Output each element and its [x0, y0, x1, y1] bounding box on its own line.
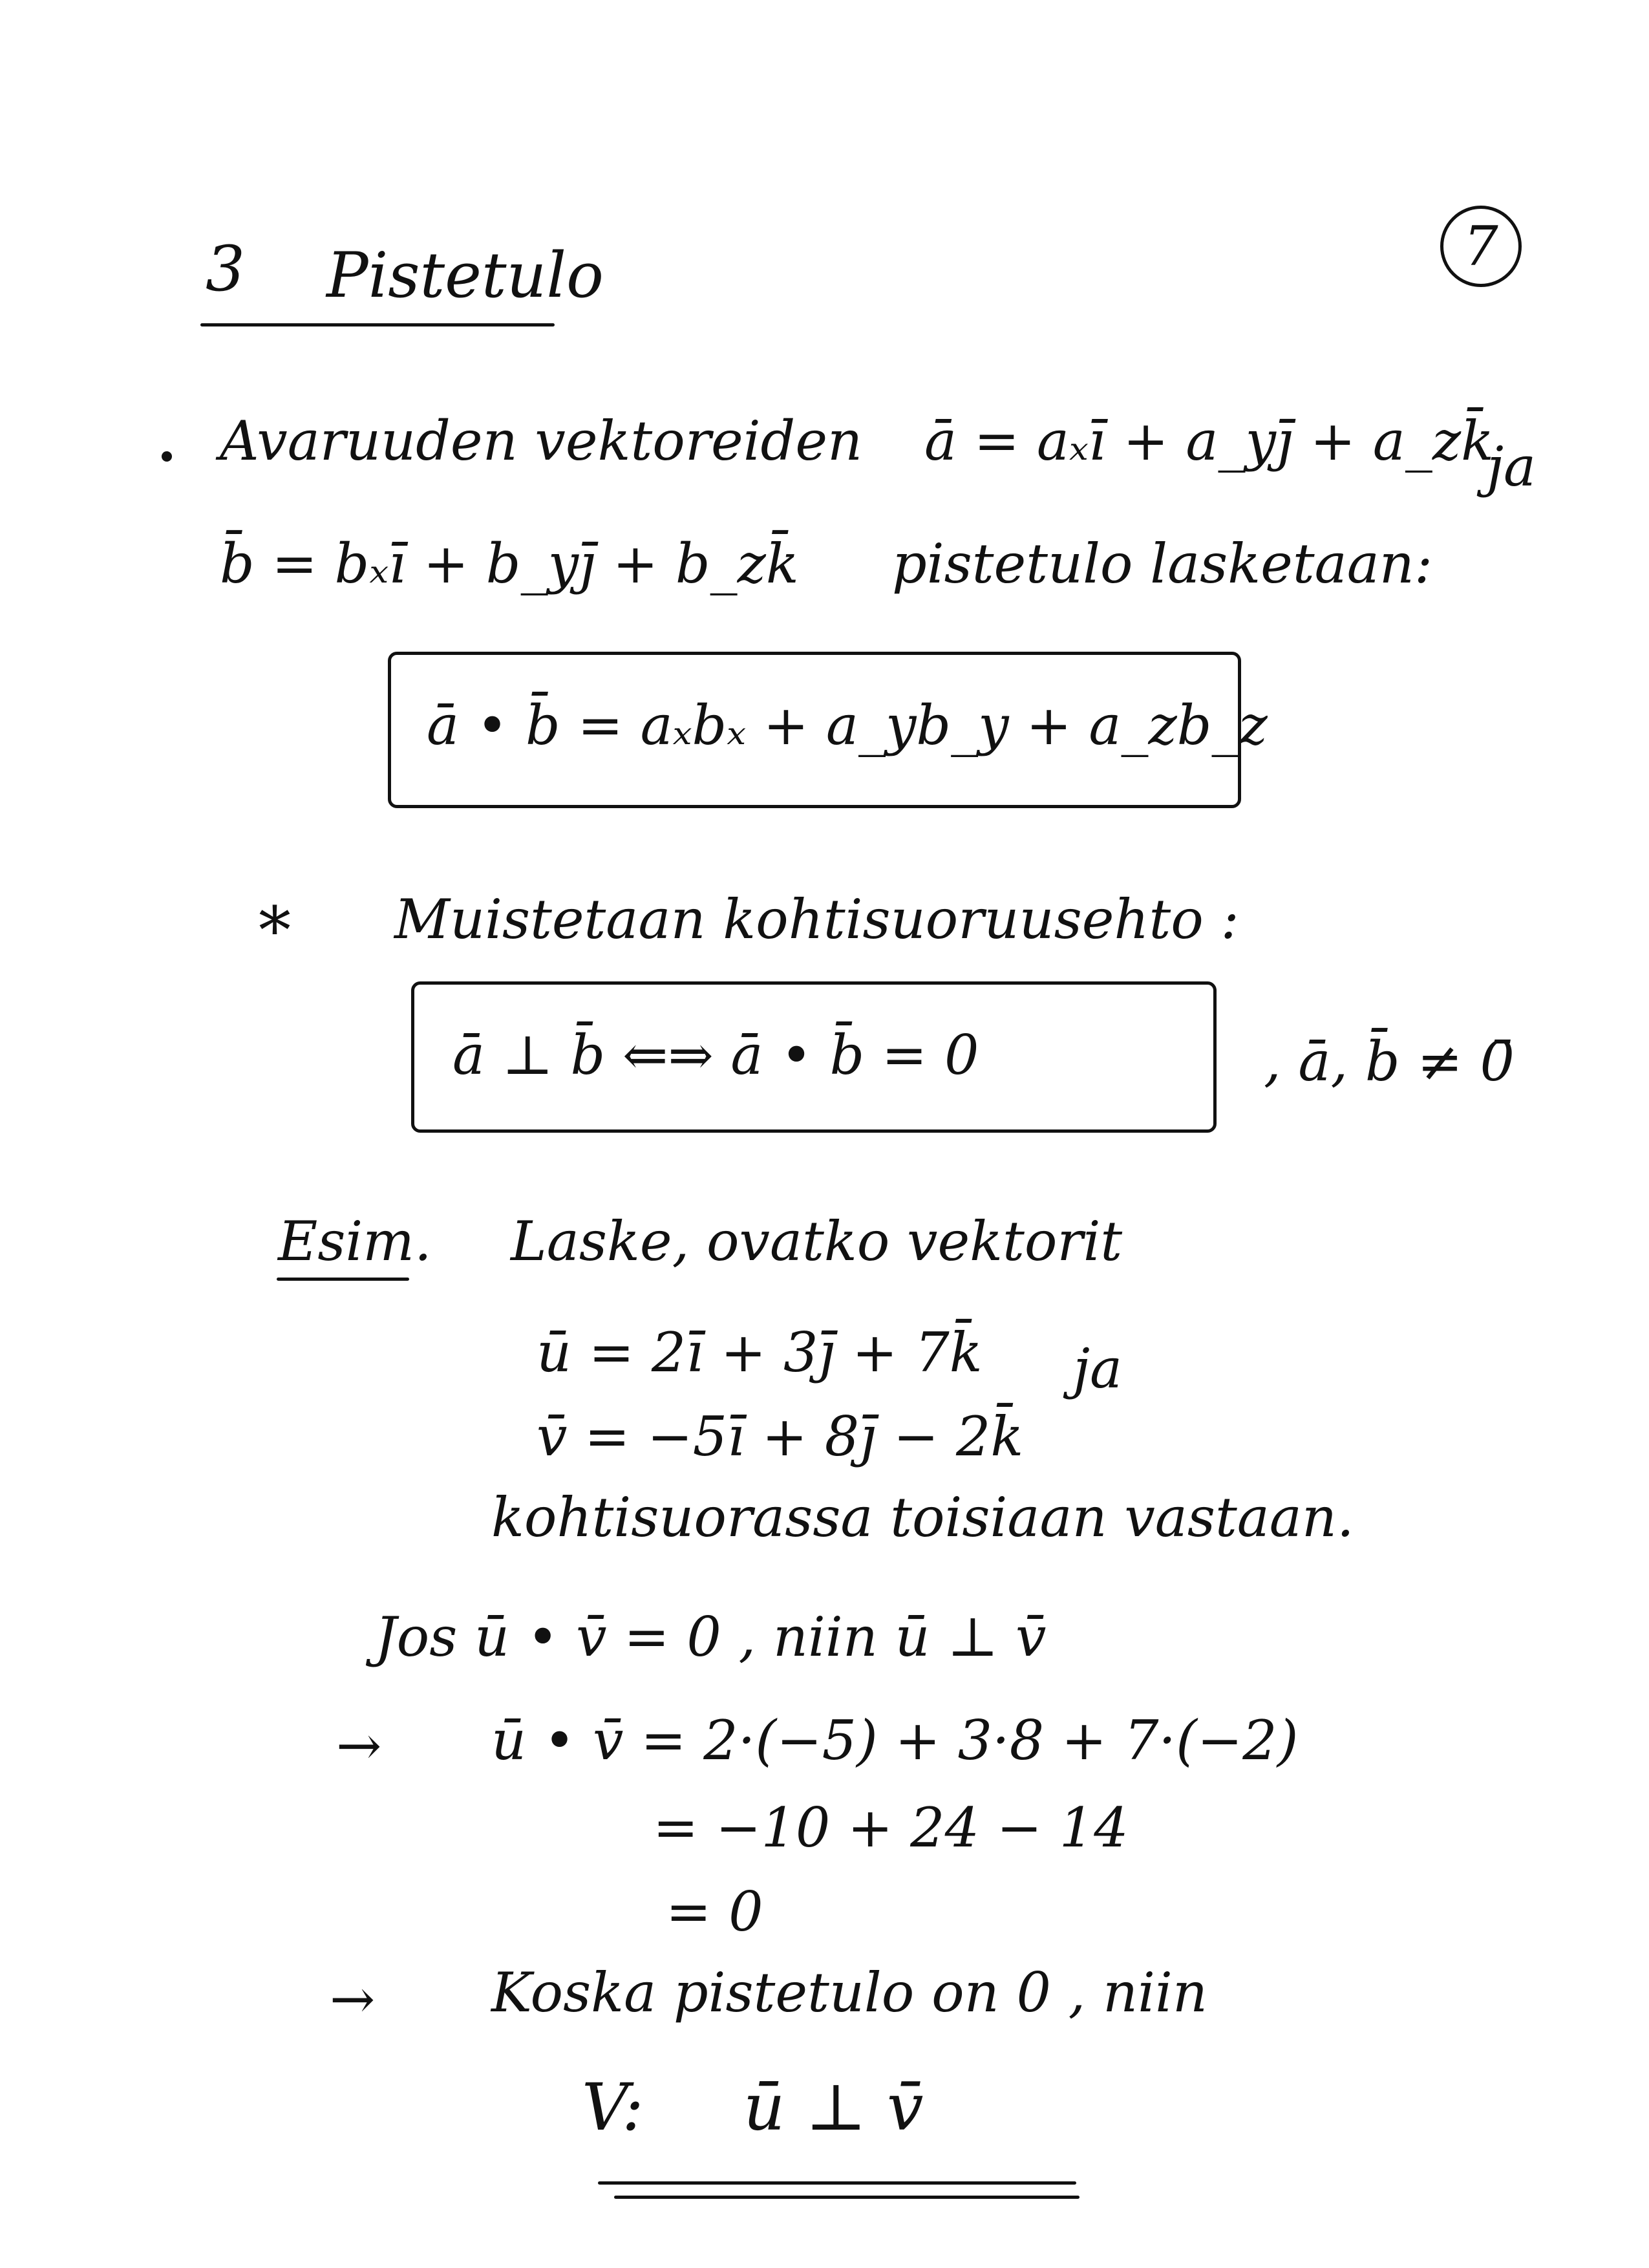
intro-text-1: Avaruuden vektoreiden — [220, 409, 863, 473]
example-outro: kohtisuorassa toisiaan vastaan. — [491, 1486, 1354, 1549]
remember-text: Muistetaan kohtisuoruusehto : — [394, 888, 1239, 951]
heading-underline — [200, 323, 555, 326]
example-label-underline — [277, 1278, 409, 1281]
answer-label: V: — [582, 2070, 644, 2145]
example-ja: ja — [1073, 1337, 1123, 1400]
bullet — [162, 451, 172, 462]
answer-underline-1 — [598, 2181, 1076, 2185]
answer-underline-2 — [614, 2196, 1080, 2199]
page-number: 7 — [1463, 215, 1498, 278]
heading-title: Pistetulo — [326, 239, 604, 312]
example-label: Esim. — [278, 1210, 432, 1273]
vector-v: v̄ = −5ī + 8j̄ − 2k̄ — [537, 1405, 1024, 1468]
conclusion-text: Koska pistetulo on 0 , niin — [491, 1961, 1207, 2024]
heading-number: 3 — [206, 233, 246, 305]
nonzero-condition: , ā, b̄ ≠ 0̄ — [1264, 1030, 1515, 1093]
calc-step-2: = −10 + 24 − 14 — [653, 1796, 1129, 1859]
if-condition: Jos ū • v̄ = 0 , niin ū ⊥ v̄ — [375, 1605, 1047, 1669]
dot-product-formula: ā • b̄ = aₓbₓ + a_yb_y + a_zb_z — [427, 694, 1268, 757]
answer: ū ⊥ v̄ — [743, 2070, 924, 2145]
intro-ja: ja — [1487, 435, 1537, 498]
calc-step-1: ū • v̄ = 2·(−5) + 3·8 + 7·(−2) — [491, 1709, 1299, 1772]
star-marker: * — [259, 893, 291, 968]
perpendicular-condition: ā ⊥ b̄ ⇐⇒ ā • b̄ = 0 — [452, 1023, 979, 1087]
example-intro: Laske, ovatko vektorit — [511, 1210, 1123, 1273]
vector-b-definition: b̄ = bₓī + b_yj̄ + b_zk̄ — [220, 532, 799, 595]
calc-step-3: = 0 — [666, 1880, 763, 1943]
vector-u: ū = 2ī + 3j̄ + 7k̄ — [537, 1321, 983, 1384]
intro-text-2: pistetulo lasketaan: — [892, 532, 1433, 595]
vector-a-definition: ā = aₓī + a_yj̄ + a_zk̄ — [924, 409, 1495, 473]
arrow-2: → — [330, 1967, 376, 2031]
page-number-badge — [1440, 206, 1522, 287]
arrow-1: → — [336, 1714, 382, 1777]
